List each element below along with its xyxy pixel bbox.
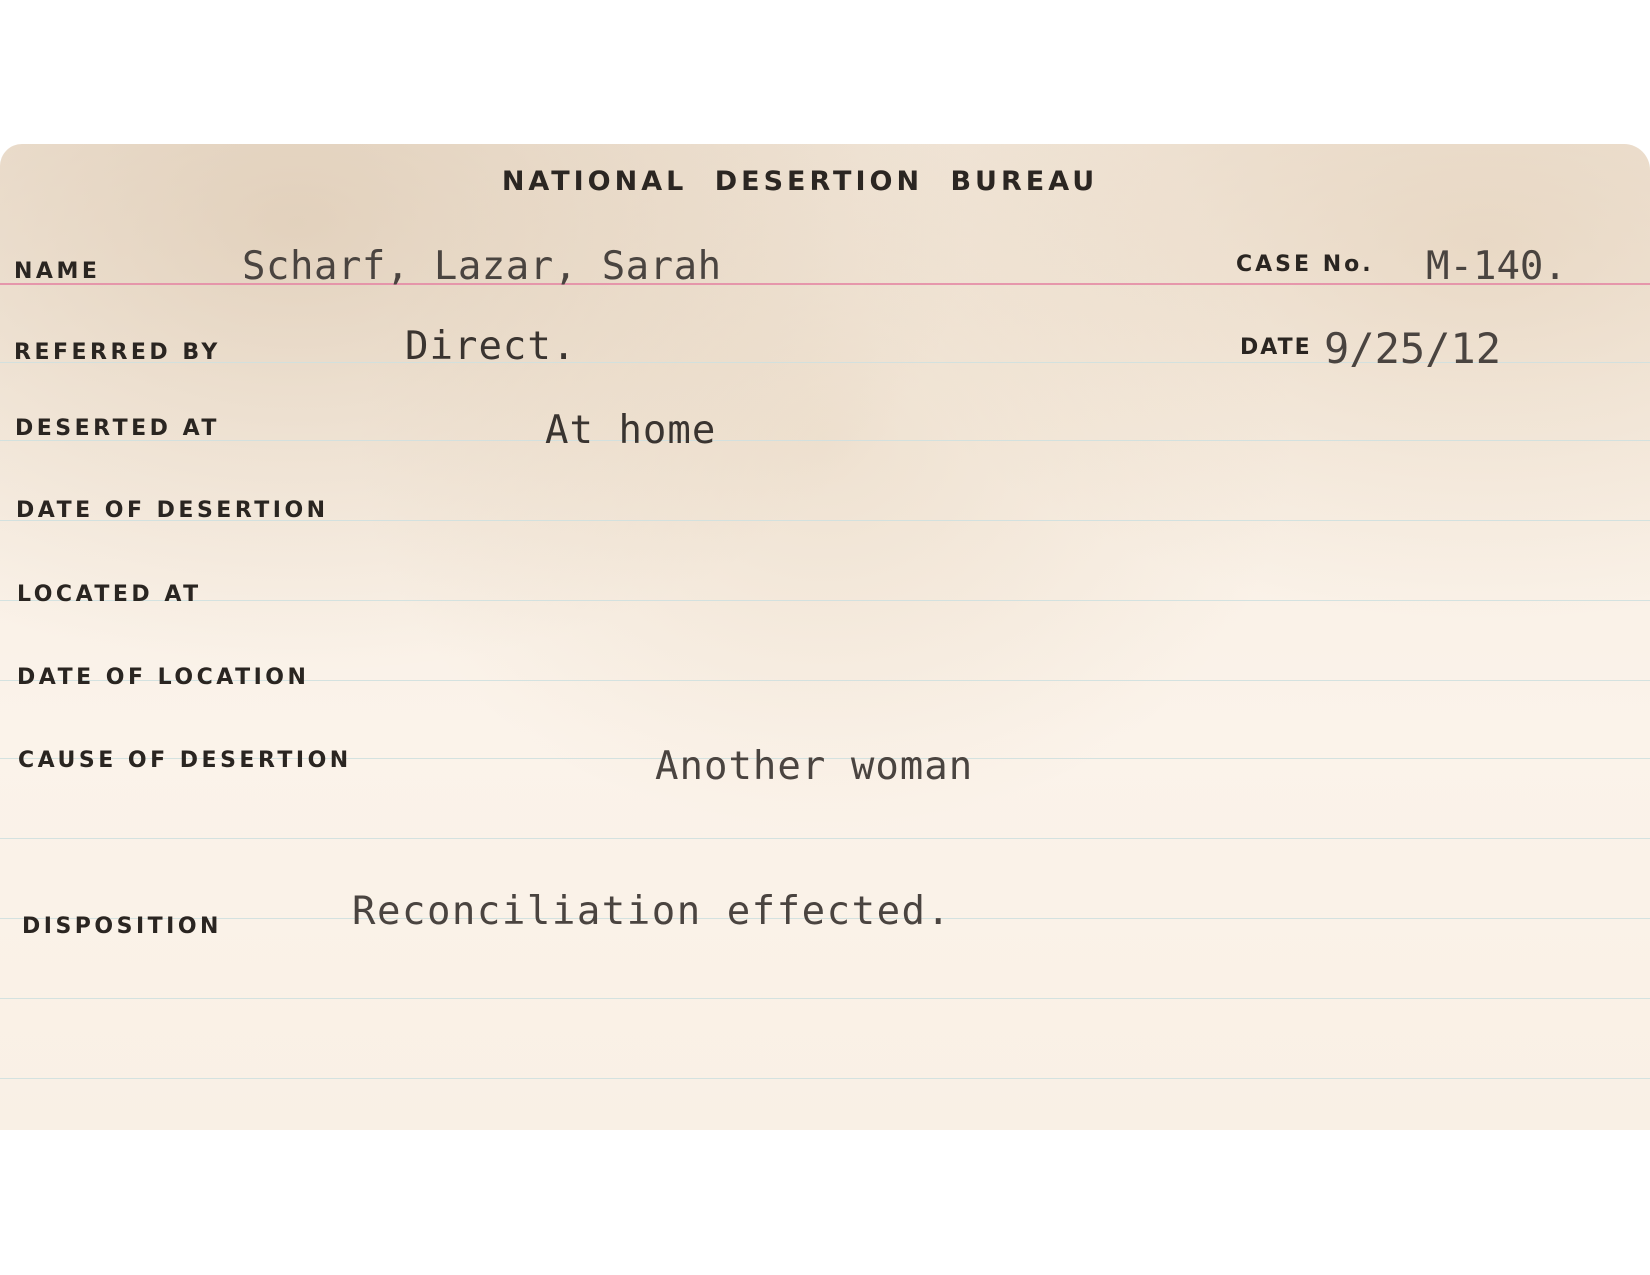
ruled-line bbox=[0, 838, 1650, 839]
deserted-at-value: At home bbox=[545, 408, 717, 453]
disposition-value: Reconciliation effected. bbox=[352, 889, 952, 934]
ruled-line bbox=[0, 1078, 1650, 1079]
card-heading: NATIONAL DESERTION BUREAU bbox=[501, 166, 1099, 197]
located-at-label: LOCATED AT bbox=[17, 582, 202, 607]
name-label: NAME bbox=[14, 259, 101, 284]
date-label: DATE bbox=[1240, 335, 1312, 360]
date-of-location-label: DATE OF LOCATION bbox=[17, 665, 310, 690]
date-value: 9/25/12 bbox=[1324, 324, 1502, 373]
case-number-label: CASE No. bbox=[1236, 252, 1374, 277]
referred-by-label: REFERRED BY bbox=[14, 340, 221, 365]
ruled-line bbox=[0, 998, 1650, 999]
name-value: Scharf, Lazar, Sarah bbox=[242, 244, 722, 289]
cause-of-desertion-label: CAUSE OF DESERTION bbox=[18, 748, 352, 773]
index-card bbox=[0, 144, 1650, 1130]
ruled-line bbox=[0, 440, 1650, 441]
date-of-desertion-label: DATE OF DESERTION bbox=[16, 498, 329, 523]
ruled-line bbox=[0, 600, 1650, 601]
disposition-label: DISPOSITION bbox=[22, 914, 222, 939]
case-number-value: M-140. bbox=[1426, 244, 1567, 289]
deserted-at-label: DESERTED AT bbox=[15, 416, 220, 441]
referred-by-value: Direct. bbox=[405, 324, 577, 369]
cause-of-desertion-value: Another woman bbox=[655, 744, 974, 789]
